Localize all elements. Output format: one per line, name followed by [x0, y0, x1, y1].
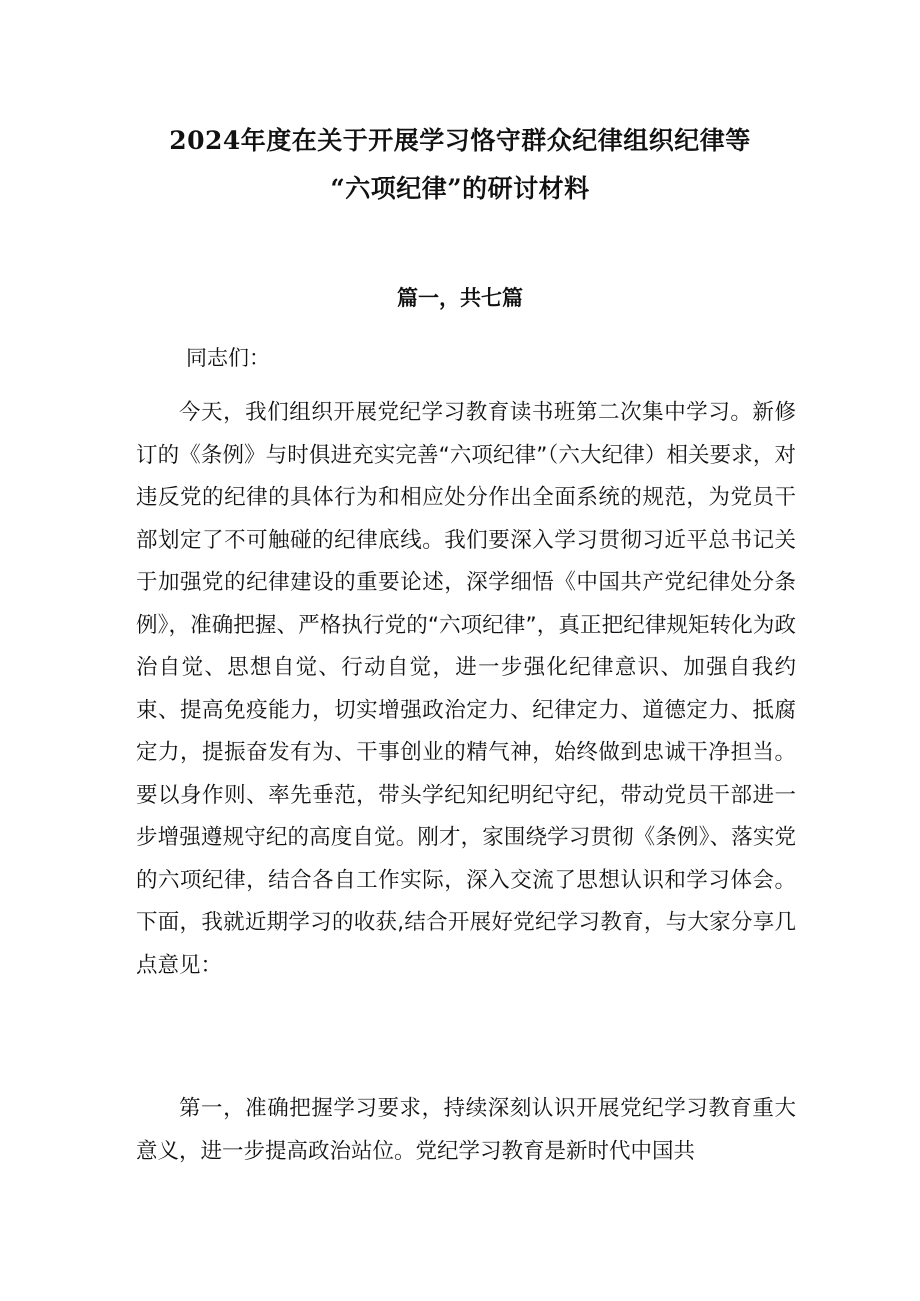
- document-title-line-1: 2024年度在关于开展学习恪守群众纪律组织纪律等: [169, 126, 751, 155]
- body-paragraph-1: 今天，我们组织开展党纪学习教育读书班第二次集中学习。新修订的《条例》与时俱进充实完善“六项纪律”（六大纪律）相关要求，对违反党的纪律的具体行为和相应处分作出全面系统的规范，为党员干部划定了不可触碰的纪律底线。我们要深入学习贯彻习近平总书记关于加强党的纪律建设的重要论述，深学细悟《中国共产党纪律处分条例》，准确把握、严格执行党的“六项纪律”，真正把纪律规矩转化为政治自觉、思想自觉、行动自觉，进一步强化纪律意识、加强自我约束、提高免疫能力，切实增强政治定力、纪律定力、道德定力、抵腐定力，提振奋发有为、干事创业的精气神，始终做到忠诚干净担当。要以身作则、率先垂范，带头学纪知纪明纪守纪，带动党员干部进一步增强遵规守纪的高度自觉。刚才，家围绕学习贯彻《条例》、落实党的六项纪律，结合各自工作实际，深入交流了思想认识和学习体会。下面，我就近期学习的收获,结合开展好党纪学习教育，与大家分享几点意见：: [136, 400, 796, 978]
- body-paragraph-2: 第一，准确把握学习要求，持续深刻认识开展党纪学习教育重大意义，进一步提高政治站位。党纪学习教育是新时代中国共: [136, 1096, 796, 1164]
- document-title-line-2: “六项纪律”的研讨材料: [330, 174, 590, 203]
- greeting: 同志们：: [186, 346, 270, 370]
- section-heading: 篇一，共七篇: [397, 286, 523, 310]
